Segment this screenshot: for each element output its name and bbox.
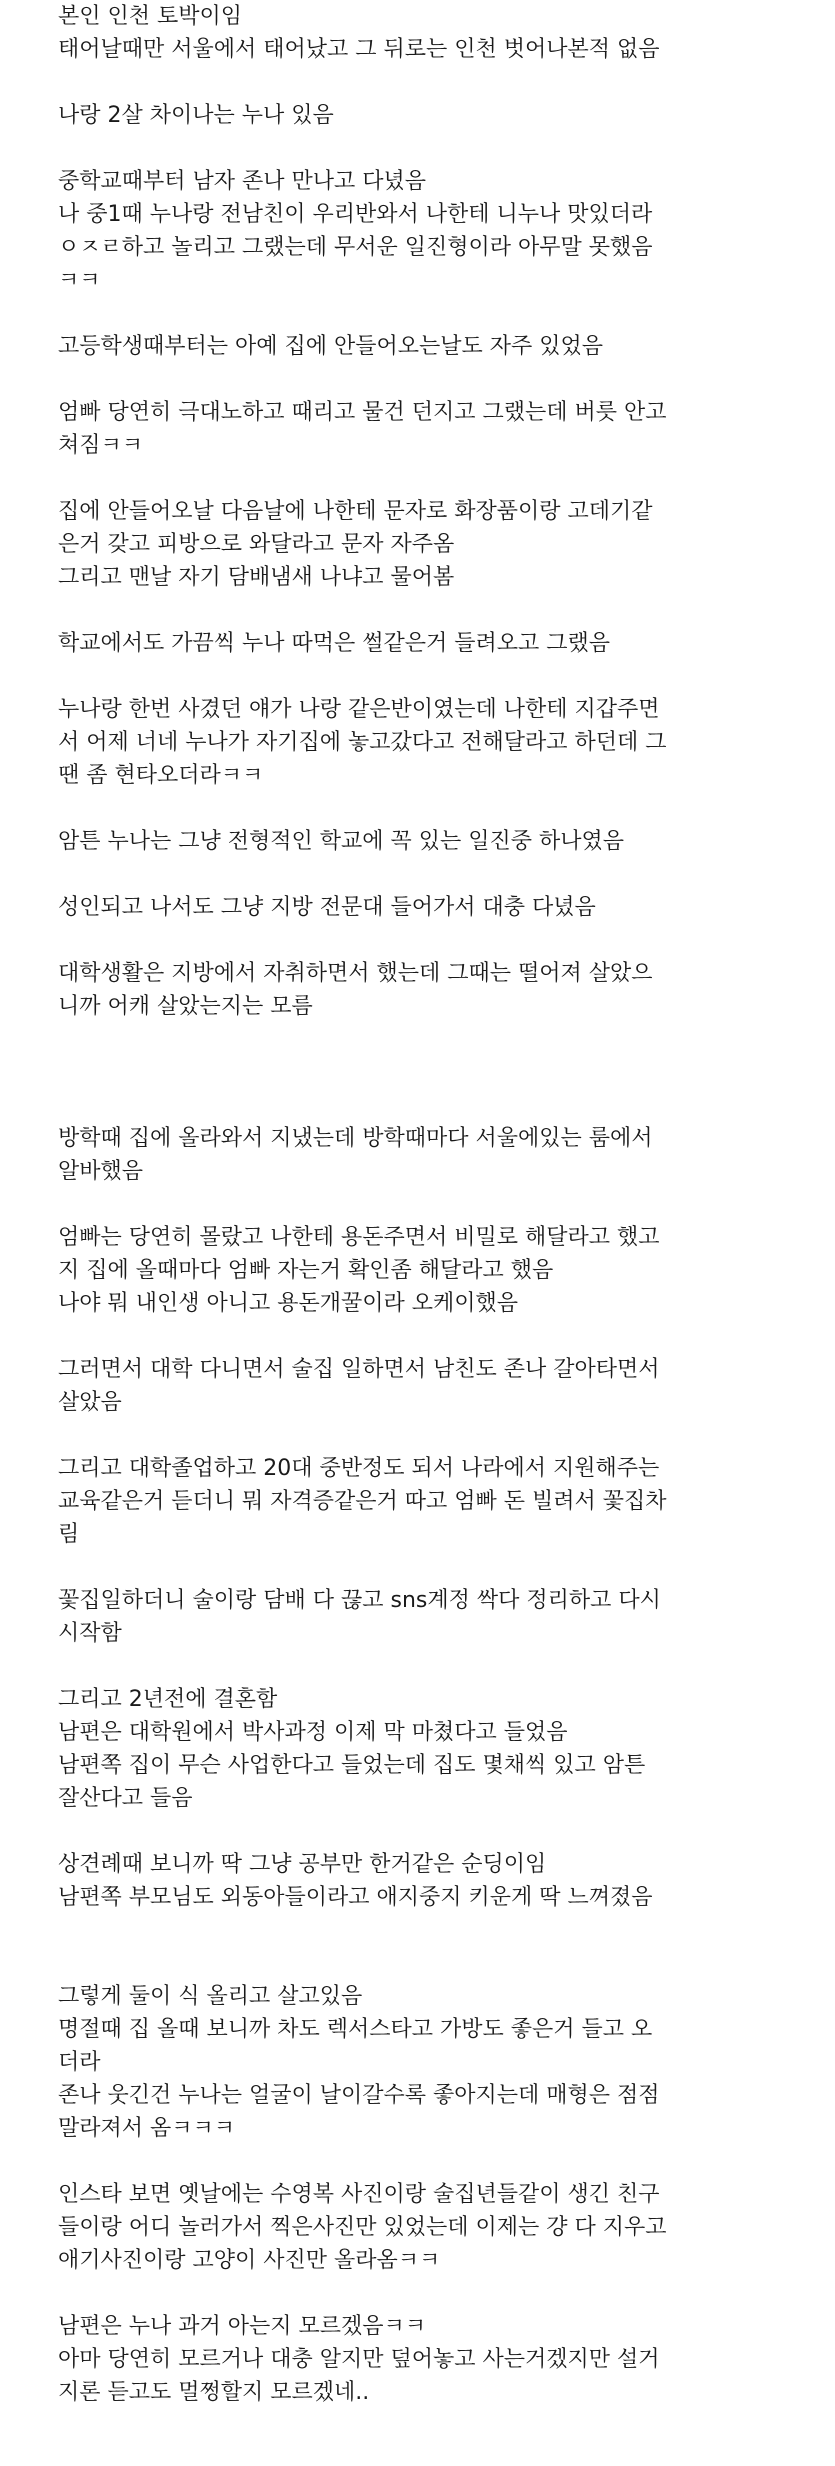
blank-line [58,66,818,99]
blank-line [58,132,818,165]
text-line: 지 집에 올때마다 엄빠 자는거 확인좀 해달라고 했음 [58,1258,554,1283]
text-line: 알바했음 [58,1159,144,1184]
text-line: 들이랑 어디 놀러가서 찍은사진만 있었는데 이제는 걍 다 지우고 [58,2215,667,2240]
text-line: 살았음 [58,1390,122,1415]
blank-line [58,363,818,396]
text-line: 쳐짐ㅋㅋ [58,433,144,458]
text-line: 땐 좀 현타오더라ㅋㅋ [58,763,264,788]
blank-line [58,924,818,957]
text-line: 대학생활은 지방에서 자취하면서 했는데 그때는 떨어져 살았으 [58,961,653,986]
text-line: 학교에서도 가끔씩 누나 따먹은 썰같은거 들려오고 그랬음 [58,631,611,656]
text-line: 남편쪽 부모님도 외동아들이라고 애지중지 키운게 딱 느껴졌음 [58,1885,653,1910]
text-line: ㅇㅈㄹ하고 놀리고 그랬는데 무서운 일진형이라 아무말 못했음 [58,235,653,260]
text-line: 은거 갖고 피방으로 와달라고 문자 자주옴 [58,532,455,557]
text-line: 잘산다고 들음 [58,1786,193,1811]
text-line: 말라져서 옴ㅋㅋㅋ [58,2116,236,2141]
post-body [58,0,818,2409]
text-line: 아마 당연히 모르거나 대충 알지만 덮어놓고 사는거겠지만 설거 [58,2347,660,2372]
text-line: 남편은 대학원에서 박사과정 이제 막 마쳤다고 들었음 [58,1720,568,1745]
text-line: 엄빠는 당연히 몰랐고 나한테 용돈주면서 비밀로 해달라고 했고 [58,1225,660,1250]
text-line: 림 [58,1522,80,1547]
text-line: ㅋㅋ [58,268,101,293]
text-line: 존나 웃긴건 누나는 얼굴이 날이갈수록 좋아지는데 매형은 점점 [58,2083,660,2108]
blank-line [58,462,818,495]
blank-line [58,2145,818,2178]
text-line: 그렇게 둘이 식 올리고 살고있음 [58,1984,363,2009]
text-line: 그리고 맨날 자기 담배냄새 나냐고 물어봄 [58,565,455,590]
blank-line [58,2277,818,2310]
text-line: 나 중1때 누나랑 전남친이 우리반와서 나한테 니누나 맛있더라 [58,202,653,227]
text-line: 중학교때부터 남자 존나 만나고 다녔음 [58,169,427,194]
blank-line [58,660,818,693]
text-line: 태어날때만 서울에서 태어났고 그 뒤로는 인천 벗어나본적 없음 [58,37,660,62]
text-line: 더라 [58,2050,101,2075]
text-line: 그러면서 대학 다니면서 술집 일하면서 남친도 존나 갈아타면서 [58,1357,660,1382]
text-line: 집에 안들어오날 다음날에 나한테 문자로 화장품이랑 고데기같 [58,499,653,524]
text-line: 성인되고 나서도 그냥 지방 전문대 들어가서 대충 다녔음 [58,895,596,920]
text-line: 니까 어캐 살았는지는 모름 [58,994,313,1019]
text-line: 남편쪽 집이 무슨 사업한다고 들었는데 집도 몇채씩 있고 암튼 [58,1753,646,1778]
blank-line [58,1188,818,1221]
text-line: 나랑 2살 차이나는 누나 있음 [58,103,334,128]
blank-line [58,1914,818,1947]
blank-line [58,1551,818,1584]
text-line: 본인 인천 토박이임 [58,4,243,29]
blank-line [58,1419,818,1452]
text-line: 암튼 누나는 그냥 전형적인 학교에 꼭 있는 일진중 하나였음 [58,829,624,854]
post-text [58,0,818,2409]
text-line: 방학때 집에 올라와서 지냈는데 방학때마다 서울에있는 룸에서 [58,1126,653,1151]
blank-line [58,297,818,330]
blank-line [58,858,818,891]
text-line: 인스타 보면 옛날에는 수영복 사진이랑 술집년들같이 생긴 친구 [58,2182,660,2207]
blank-line [58,1089,818,1122]
text-line: 남편은 누나 과거 아는지 모르겠음ㅋㅋ [58,2314,427,2339]
text-line: 꽃집일하더니 술이랑 담배 다 끊고 sns계정 싹다 정리하고 다시 [58,1588,661,1613]
text-line: 명절때 집 올때 보니까 차도 렉서스타고 가방도 좋은거 들고 오 [58,2017,653,2042]
text-line: 누나랑 한번 사겼던 얘가 나랑 같은반이였는데 나한테 지갑주면 [58,697,660,722]
text-line: 상견례때 보니까 딱 그냥 공부만 한거같은 순딩이임 [58,1852,547,1877]
text-line: 애기사진이랑 고양이 사진만 올라옴ㅋㅋ [58,2248,441,2273]
blank-line [58,1320,818,1353]
blank-line [58,1056,818,1089]
text-line: 그리고 대학졸업하고 20대 중반정도 되서 나라에서 지원해주는 [58,1456,660,1481]
blank-line [58,1650,818,1683]
blank-line [58,1947,818,1980]
text-line: 교육같은거 듣더니 뭐 자격증같은거 따고 엄빠 돈 빌려서 꽃집차 [58,1489,667,1514]
text-line: 고등학생때부터는 아예 집에 안들어오는날도 자주 있었음 [58,334,604,359]
text-line: 시작함 [58,1621,122,1646]
blank-line [58,594,818,627]
text-line: 엄빠 당연히 극대노하고 때리고 물건 던지고 그랬는데 버릇 안고 [58,400,667,425]
text-line: 그리고 2년전에 결혼함 [58,1687,278,1712]
blank-line [58,792,818,825]
blank-line [58,1023,818,1056]
text-line: 나야 뭐 내인생 아니고 용돈개꿀이라 오케이했음 [58,1291,519,1316]
blank-line [58,1815,818,1848]
text-line: 지론 듣고도 멀쩡할지 모르겠네.. [58,2380,370,2405]
text-line: 서 어제 너네 누나가 자기집에 놓고갔다고 전해달라고 하던데 그 [58,730,667,755]
